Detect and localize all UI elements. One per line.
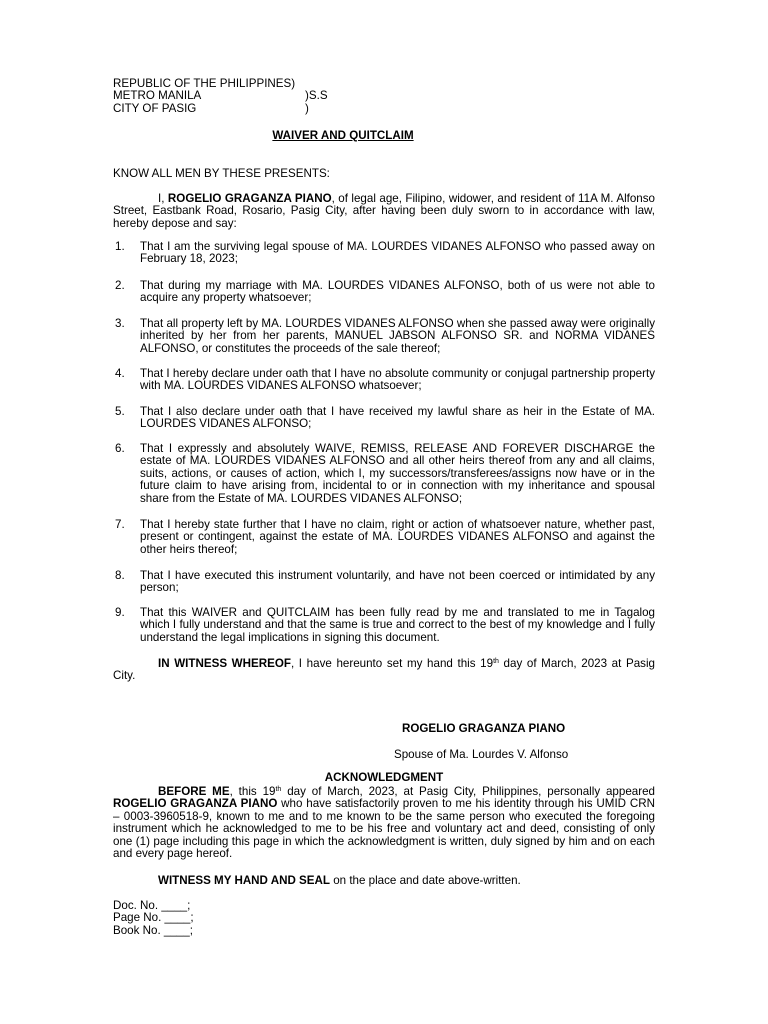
ack-lead: BEFORE ME [158, 785, 230, 798]
ack-post: who have satisfactorily proven to me his identity through his UMID CRN – 0003-3960518-9, known to me and to me known to be the same person who executed the foregoing instrument which he acknowledged to me to be his free and voluntary act and deed, consisting of only one (1) page including this page in which the acknowledgment is written, duly signed by him and on each and every page hereof. [113, 797, 655, 861]
intro-paragraph [113, 193, 655, 230]
item-number: 2. [115, 279, 125, 292]
signatory-caption: Spouse of Ma. Lourdes V. Alfonso [394, 748, 569, 761]
intro-post: , of legal age, Filipino, widower, and resident of 11A M. Alfonso Street, Eastbank Road, Rosario, Pasig City, after having been duly sworn to in accordance with law, hereby depose and say: [113, 192, 656, 230]
witness-pre: , I have hereunto set my hand this 19 [290, 657, 494, 670]
declaration-item-2 [113, 280, 655, 305]
seal-post: on the place and date above-written. [329, 874, 521, 887]
item-number: 3. [115, 317, 125, 330]
item-number: 9. [115, 606, 125, 619]
affiant-name: ROGELIO GRAGANZA PIANO [167, 192, 332, 205]
ack-name: ROGELIO GRAGANZA PIANO [113, 797, 278, 811]
witness-ordinal: th [493, 658, 499, 665]
item-text: That all property left by MA. LOURDES VIDANES ALFONSO when she passed away were originally inherited by her from her parents, MANUEL JABSON ALFONSO SR. and NORMA VIDANES ALFONSO, or constitutes the proceeds of the sale thereof; [140, 317, 655, 355]
item-number: 1. [115, 240, 125, 253]
item-text: That I hereby declare under oath that I have no absolute community or conjugal partnership property with MA. LOURDES VIDANES ALFONSO whatsoever; [140, 367, 655, 393]
declaration-item-5 [113, 406, 655, 431]
ack-mid: day of March, 2023, at Pasig City, Philippines, personally appeared [281, 785, 655, 798]
item-text: That I expressly and absolutely WAIVE, REMISS, RELEASE AND FOREVER DISCHARGE the estate of MA. LOURDES VIDANES ALFONSO and all other heirs thereof from any and all claims, suits, actions, or causes of action, which I, my successors/transferees/assigns now have or in the future claim to have arising from, incidental to or in connection with my inheritance and spousal share from the Estate of MA. LOURDES VIDANES ALFONSO; [140, 442, 655, 505]
seal-lead: WITNESS MY HAND AND SEAL [158, 874, 330, 887]
item-text: That I also declare under oath that I have received my lawful share as heir in the Estate of MA. LOURDES VIDANES ALFONSO; [140, 405, 655, 431]
venue-ss: )S.S [305, 89, 328, 103]
signatory-name: ROGELIO GRAGANZA PIANO [402, 722, 566, 735]
document-title: WAIVER AND QUITCLAIM [272, 129, 414, 142]
venue-line-city [113, 103, 373, 115]
declaration-item-1 [113, 241, 655, 266]
declaration-item-6 [113, 443, 655, 505]
item-number: 7. [115, 518, 125, 531]
venue-republic: REPUBLIC OF THE PHILIPPINES) [113, 77, 296, 90]
item-text: That I have executed this instrument voluntarily, and have not been coerced or intimidated by any person; [140, 569, 655, 595]
item-number: 5. [115, 405, 125, 418]
declaration-item-8 [113, 570, 655, 595]
witness-paragraph [113, 658, 655, 683]
venue-city: CITY OF PASIG [113, 101, 197, 115]
acknowledgment-title: ACKNOWLEDGMENT [324, 771, 444, 784]
doc-no-line: Doc. No. ____; [113, 899, 191, 912]
seal-paragraph [113, 875, 655, 887]
notarial-register [113, 900, 655, 937]
book-no-line: Book No. ____; [113, 923, 193, 937]
declaration-item-3 [113, 318, 655, 355]
item-text: That during my marriage with MA. LOURDES VIDANES ALFONSO, both of us were not able to acquire any property whatsoever; [140, 279, 655, 305]
venue-block [113, 78, 373, 115]
declaration-item-9 [113, 607, 655, 644]
item-text: That I hereby state further that I have no claim, right or action of whatsoever nature, whether past, present or contingent, against the estate of MA. LOURDES VIDANES ALFONSO and against the other heirs thereof; [140, 518, 655, 556]
item-number: 4. [115, 367, 125, 380]
item-text: That this WAIVER and QUITCLAIM has been fully read by me and translated to me in Tagalog which I fully understand and that the same is true and correct to the best of my knowledge and I fully understand the legal implications in signing this document. [140, 606, 655, 644]
ack-ordinal: th [275, 786, 282, 793]
intro-pre: I, [158, 192, 168, 205]
witness-post: day of March, 2023 at Pasig City. [113, 657, 655, 683]
witness-lead: IN WITNESS WHEREOF [158, 657, 291, 670]
page-no-line: Page No. ____; [113, 911, 194, 925]
acknowledgment-paragraph [113, 786, 655, 860]
know-all-men: KNOW ALL MEN BY THESE PRESENTS: [113, 167, 330, 180]
declaration-item-4 [113, 368, 655, 393]
declaration-item-7 [113, 519, 655, 556]
ack-pre: , this 19 [229, 785, 276, 798]
item-number: 6. [115, 442, 125, 455]
venue-metro-manila: METRO MANILA [113, 89, 202, 103]
venue-city-paren: ) [305, 101, 309, 115]
item-number: 8. [115, 569, 125, 582]
item-text: That I am the surviving legal spouse of MA. LOURDES VIDANES ALFONSO who passed away on February 18, 2023; [140, 240, 655, 266]
